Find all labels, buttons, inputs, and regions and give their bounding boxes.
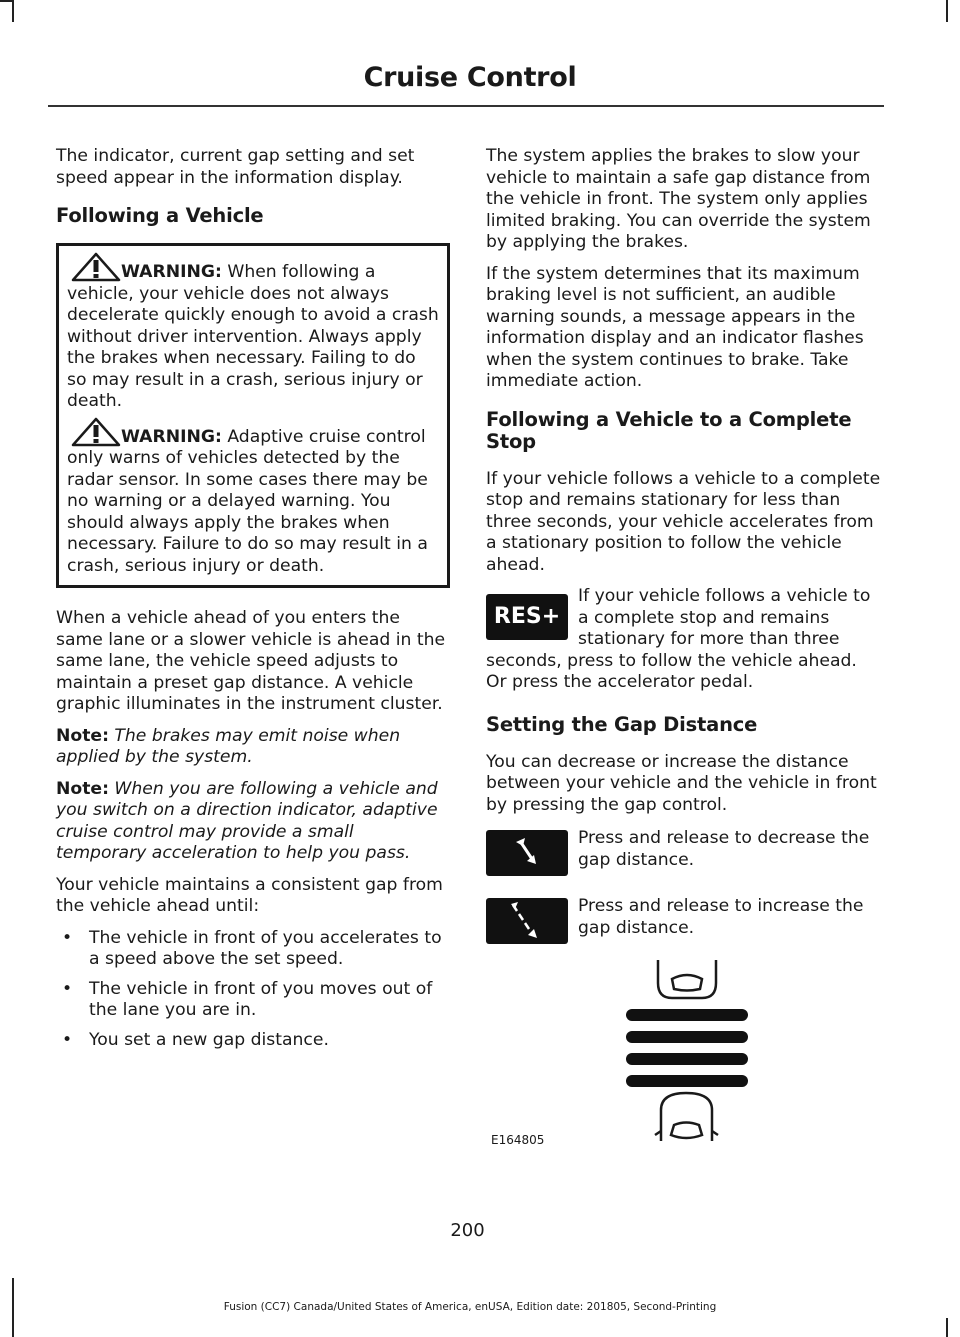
increase-gap-row [486,896,882,944]
page-title: Cruise Control [363,62,577,93]
gap-increase-icon [486,898,568,944]
diagram-reference-code: E164805 [491,1133,545,1147]
heading-complete-stop: Following a Vehicle to a Complete Stop [486,407,852,453]
paragraph-gap-control: You can decrease or increase the distance between your vehicle and the vehicle in front by pressing the gap control. [486,751,877,815]
paragraph-res-plus: If your vehicle follows a vehicle to a complete stop and remains stationary for more than three seconds, press to follow the vehicle ahead. Or press the accelerator pedal. [486,586,871,692]
heading-following-vehicle: Following a Vehicle [56,204,264,227]
crop-mark [946,1318,948,1337]
note-text: The brakes may emit noise when applied by the system. [56,725,401,767]
warning-label: WARNING: [121,262,222,282]
decrease-gap-text: Press and release to decrease the gap distance. [578,828,870,870]
bullet-symbol: • [62,927,73,948]
gap-decrease-icon [486,830,568,876]
warning-triangle-icon [71,417,121,447]
warning-text: Adaptive cruise control only warns of vehicles detected by the radar sensor. In some cases there may be no warning or a delayed warning. You should always apply the brakes when necessary. Failure to do so may result in a crash, serious injury or death. [67,426,428,576]
page-number: 200 [450,1220,485,1241]
list-item-text: The vehicle in front of you moves out of the lane you are in. [89,978,433,1020]
edition-footer: Fusion (CC7) Canada/United States of America, enUSA, Edition date: 201805, Second-Printing [223,1301,717,1313]
gap-conditions-list [56,928,446,1052]
crop-mark [946,0,948,22]
intro-paragraph: The indicator, current gap setting and set speed appear in the information display. [56,146,415,188]
paragraph-vehicle-enters: When a vehicle ahead of you enters the same lane or a slower vehicle is ahead in the same lane, the vehicle speed adjusts to maintain a preset gap distance. A vehicle graphic illuminates in the instrument cluster. [56,608,446,714]
left-column [56,146,446,1059]
paragraph-system-brakes: The system applies the brakes to slow your vehicle to maintain a safe gap distance from the vehicle in front. The system only applies limited braking. You can override the system by applying the brakes. [486,146,871,252]
decrease-gap-row [486,828,882,876]
paragraph-complete-stop: If your vehicle follows a vehicle to a complete stop and remains stationary for less than three seconds, your vehicle accelerates from a stationary position to follow the vehicle ahead. [486,468,881,575]
increase-gap-text: Press and release to increase the gap distance. [578,896,864,938]
gap-distance-diagram [486,955,776,1155]
list-item [56,1030,446,1052]
crop-mark [0,0,12,2]
warning-label: WARNING: [121,426,222,447]
right-column [486,146,882,954]
note-brakes-noise [56,726,446,769]
warning-text: When following a vehicle, your vehicle does not always decelerate quickly enough to avoid a crash without driver intervention. Always apply the brakes when necessary. Failing to do so may result in a crash, serious injury or death. [67,262,439,411]
paragraph-maintains-gap: Your vehicle maintains a consistent gap from the vehicle ahead until: [56,874,443,916]
res-plus-button-icon: RES+ [486,594,568,640]
note-text: When you are following a vehicle and you switch on a direction indicator, adaptive cruise control may provide a small temporary acceleration to help you pass. [56,778,438,863]
crop-mark [12,0,14,22]
paragraph-maximum-braking: If the system determines that its maximum braking level is not sufficient, an audible warning sounds, a message appears in the information display and an indicator flashes when the system continues to brake. Take immediate action. [486,263,864,391]
bullet-symbol: • [62,978,73,999]
note-label: Note: [56,778,109,799]
warning-triangle-icon [71,252,121,282]
list-item-text: The vehicle in front of you accelerates to a speed above the set speed. [89,927,442,969]
note-direction-indicator [56,779,446,865]
header-divider [48,105,884,107]
res-instruction [486,586,882,694]
list-item [56,979,446,1022]
note-label: Note: [56,725,109,746]
warning-item [67,427,439,578]
heading-gap-distance: Setting the Gap Distance [486,712,758,736]
list-item-text: You set a new gap distance. [89,1029,329,1050]
bullet-symbol: • [62,1029,73,1050]
warning-box [56,243,450,588]
warning-item [67,262,439,413]
list-item [56,928,446,971]
